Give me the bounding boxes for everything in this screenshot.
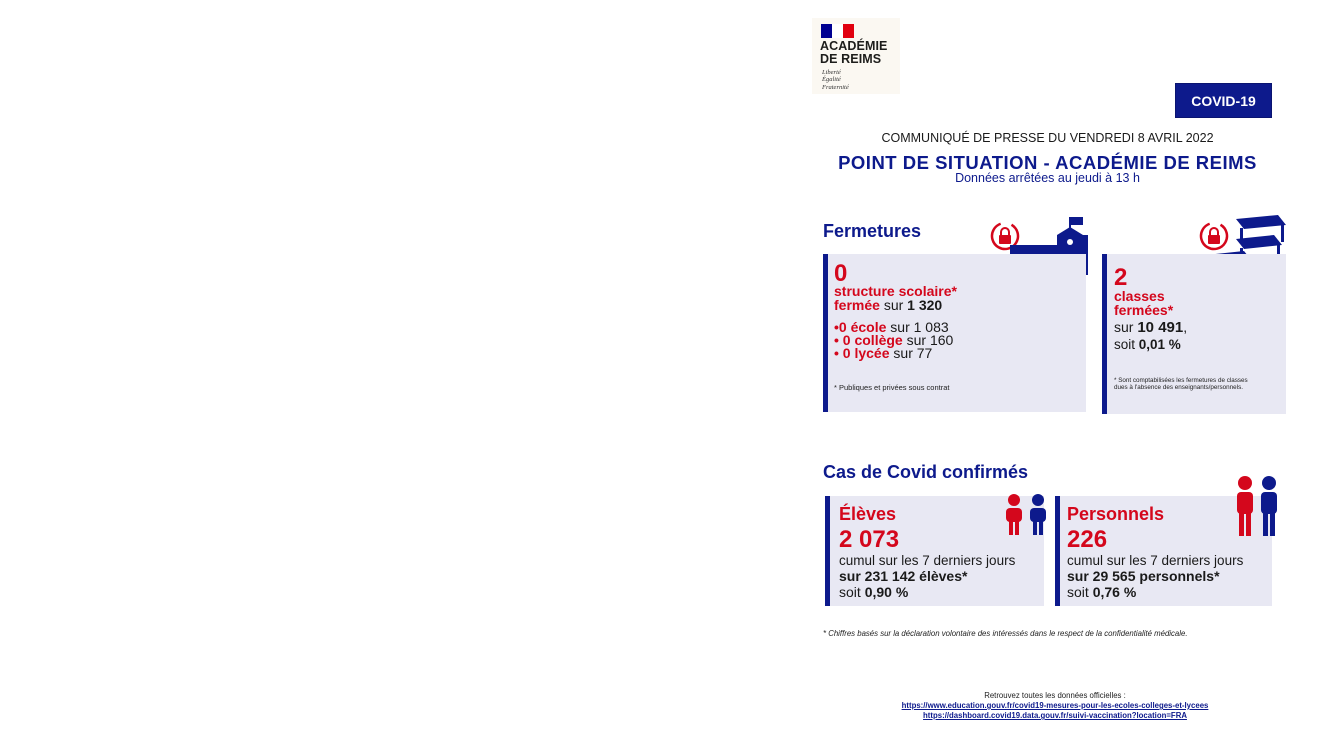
personnels-count: 226 bbox=[1067, 526, 1108, 553]
structures-sur: sur bbox=[883, 297, 904, 313]
footer-intro: Retrouvez toutes les données officielles : bbox=[984, 691, 1126, 700]
logo-title-line1: ACADÉMIE bbox=[820, 39, 888, 53]
classes-count: 2 bbox=[1114, 264, 1128, 291]
structures-label-line1: structure scolaire* bbox=[834, 283, 957, 299]
eleves-title: Élèves bbox=[839, 504, 897, 524]
item-label: 0 collège bbox=[838, 332, 903, 348]
classes-soit: soit bbox=[1114, 337, 1136, 352]
personnels-percent: 0,76 % bbox=[1092, 584, 1137, 600]
people-icon bbox=[1234, 476, 1280, 538]
people-icon bbox=[1004, 494, 1048, 536]
bullet: • bbox=[834, 319, 839, 335]
bullet: • bbox=[834, 332, 839, 348]
logo-title-line2: DE REIMS bbox=[820, 52, 882, 66]
item-suffix: sur 1 083 bbox=[890, 319, 949, 335]
fermetures-title: Fermetures bbox=[823, 221, 922, 241]
classes-note bbox=[1114, 377, 1248, 391]
cas-title: Cas de Covid confirmés bbox=[823, 462, 1029, 482]
footer-links bbox=[860, 691, 1250, 721]
item-suffix: sur 77 bbox=[893, 345, 933, 361]
structures-count: 0 bbox=[834, 260, 848, 287]
page-title: POINT DE SITUATION - ACADÉMIE DE REIMS bbox=[838, 152, 1257, 173]
personnels-total: sur 29 565 personnels* bbox=[1067, 568, 1220, 584]
eleves-percent-line bbox=[839, 585, 908, 601]
structures-fermee: fermée bbox=[834, 297, 880, 313]
item-label: 0 école bbox=[838, 319, 887, 335]
classes-card bbox=[1102, 254, 1286, 414]
personnels-cumul: cumul sur les 7 derniers jours bbox=[1067, 553, 1244, 568]
personnels-soit: soit bbox=[1067, 584, 1089, 600]
structures-card bbox=[823, 254, 1086, 412]
classes-note-line2: dues à l'absence des enseignants/personnels. bbox=[1114, 384, 1243, 391]
academie-logo bbox=[812, 18, 900, 94]
motto-line2: Égalité bbox=[822, 76, 841, 84]
motto-line1: Liberté bbox=[822, 69, 841, 76]
classes-sur: sur bbox=[1114, 319, 1134, 335]
classes-percent-line bbox=[1114, 338, 1181, 352]
press-release-date: COMMUNIQUÉ DE PRESSE DU VENDREDI 8 AVRIL 2022 bbox=[881, 131, 1214, 145]
classes-percent: 0,01 % bbox=[1138, 337, 1181, 352]
structures-label-line2 bbox=[834, 298, 942, 314]
structures-item-lycee bbox=[834, 346, 932, 362]
classes-comma: , bbox=[1183, 319, 1188, 335]
logo-motto bbox=[822, 69, 849, 91]
confidentiality-footnote: * Chiffres basés sur la déclaration volontaire des intéressés dans le respect de la confidentialité médicale. bbox=[823, 629, 1188, 638]
education-gouv-link[interactable]: https://www.education.gouv.fr/covid19-mesures-pour-les-ecoles-colleges-et-lycees bbox=[901, 701, 1209, 710]
marianne-flag-icon bbox=[821, 24, 854, 38]
eleves-total: sur 231 142 élèves* bbox=[839, 568, 968, 584]
classes-total: 10 491 bbox=[1137, 319, 1184, 336]
classes-note-line1: * Sont comptabilisées les fermetures de classes bbox=[1114, 377, 1248, 384]
item-suffix: sur 160 bbox=[906, 332, 954, 348]
eleves-soit: soit bbox=[839, 584, 861, 600]
eleves-cumul: cumul sur les 7 derniers jours bbox=[839, 553, 1016, 568]
bullet: • bbox=[834, 345, 839, 361]
motto-line3: Fraternité bbox=[822, 83, 849, 91]
classes-total-line bbox=[1114, 320, 1187, 336]
structures-note: * Publiques et privées sous contrat bbox=[834, 383, 950, 392]
covid-badge: COVID-19 bbox=[1175, 83, 1272, 118]
classes-label-line2: fermées* bbox=[1114, 302, 1174, 318]
page-subtitle: Données arrêtées au jeudi à 13 h bbox=[955, 171, 1140, 185]
logo-title bbox=[820, 40, 887, 66]
dashboard-covid-link[interactable]: https://dashboard.covid19.data.gouv.fr/suivi-vaccination?location=FRA bbox=[923, 711, 1187, 720]
personnels-percent-line bbox=[1067, 585, 1136, 601]
eleves-count: 2 073 bbox=[839, 526, 900, 553]
item-label: 0 lycée bbox=[838, 345, 890, 361]
classes-label-line1: classes bbox=[1114, 288, 1165, 304]
structures-total: 1 320 bbox=[907, 297, 943, 313]
personnels-title: Personnels bbox=[1067, 504, 1165, 524]
eleves-percent: 0,90 % bbox=[864, 584, 909, 600]
